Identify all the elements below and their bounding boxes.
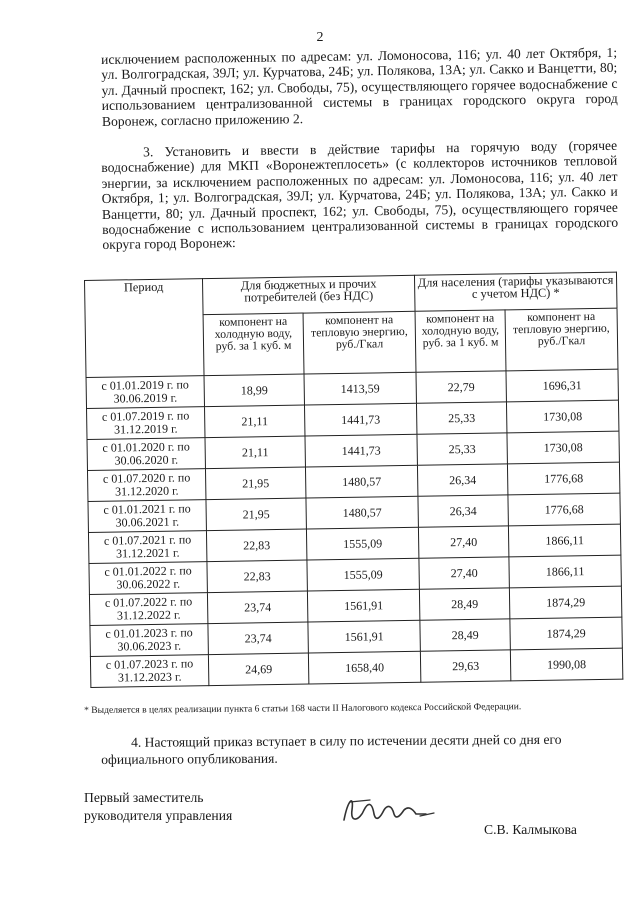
period-cell: с 01.01.2023 г. по 30.06.2023 г. <box>90 624 208 657</box>
budget-cold-value: 21,11 <box>205 436 305 469</box>
population-cold-value: 29,63 <box>420 650 510 682</box>
signatory-title-line1: Первый заместитель <box>84 790 204 805</box>
budget-heat-value: 1413,59 <box>304 372 416 405</box>
budget-heat-value: 1658,40 <box>308 651 420 684</box>
budget-heat-value: 1480,57 <box>305 465 417 498</box>
subheader-population-heat: компонент на тепловую энергию, руб./Гкал <box>505 308 618 371</box>
period-cell: с 01.07.2021 г. по 31.12.2021 г. <box>88 531 206 564</box>
budget-heat-value: 1441,73 <box>305 434 417 467</box>
population-cold-value: 28,49 <box>420 619 510 651</box>
handwritten-signature <box>330 780 450 840</box>
population-cold-value: 27,40 <box>419 557 509 589</box>
paragraph-4-text: 4. Настоящий приказ вступает в силу по истечении десяти дней со дня его официального опубликования. <box>101 731 562 767</box>
period-cell: с 01.07.2022 г. по 31.12.2022 г. <box>89 593 207 626</box>
tariff-table-wrapper <box>84 272 622 688</box>
budget-heat-value: 1441,73 <box>304 403 416 436</box>
header-population: Для населения (тарифы указываются с учетом НДС) * <box>414 272 617 311</box>
subheader-population-cold: компонент на холодную воду, руб. за 1 куб. м <box>415 310 506 372</box>
period-cell: с 01.07.2019 г. по 31.12.2019 г. <box>87 407 205 440</box>
tariff-table <box>84 272 623 688</box>
population-cold-value: 22,79 <box>416 371 506 403</box>
population-cold-value: 25,33 <box>416 402 506 434</box>
signatory-title-line2: руководителя управления <box>84 808 233 823</box>
budget-cold-value: 23,74 <box>207 591 307 624</box>
period-cell: с 01.07.2020 г. по 31.12.2020 г. <box>87 469 205 502</box>
budget-cold-value: 21,11 <box>205 405 305 438</box>
population-cold-value: 26,34 <box>417 464 507 496</box>
budget-cold-value: 18,99 <box>204 374 304 407</box>
page-number: 2 <box>316 30 324 45</box>
budget-cold-value: 23,74 <box>208 622 308 655</box>
population-heat-value: 1866,11 <box>509 555 621 588</box>
subheader-budget-heat: компонент на тепловую энергию, руб./Гкал <box>303 311 416 374</box>
population-heat-value: 1776,68 <box>508 493 620 526</box>
header-period: Период <box>85 279 205 378</box>
signatory-title <box>84 789 232 825</box>
signatory-name: С.В. Калмыкова <box>484 822 577 837</box>
population-heat-value: 1990,08 <box>510 648 622 681</box>
budget-cold-value: 21,95 <box>206 498 306 531</box>
population-cold-value: 28,49 <box>419 588 509 620</box>
budget-cold-value: 22,83 <box>206 529 306 562</box>
budget-heat-value: 1555,09 <box>307 558 419 591</box>
period-cell: с 01.01.2019 г. по 30.06.2019 г. <box>86 376 204 409</box>
subheader-budget-cold: компонент на холодную воду, руб. за 1 куб. м <box>203 313 304 376</box>
budget-heat-value: 1480,57 <box>306 496 418 529</box>
population-heat-value: 1730,08 <box>506 400 618 433</box>
population-cold-value: 25,33 <box>417 433 507 465</box>
population-heat-value: 1874,29 <box>509 586 621 619</box>
budget-cold-value: 24,69 <box>208 653 308 686</box>
budget-cold-value: 22,83 <box>207 560 307 593</box>
budget-heat-value: 1561,91 <box>308 620 420 653</box>
population-heat-value: 1730,08 <box>507 431 619 464</box>
paragraph-continued: исключением расположенных по адресам: ул. Ломоносова, 116; ул. 40 лет Октября, 1; ул. Волгоградская, 39Л; ул. Курчатова, 24Б; ул. Полякова, 13А; ул. Сакко и Ванцетти, 80; ул. Дачный проспект, 162; ул. Свободы, 75), осуществляющего горячее водоснабжение с использованием централизованной системы в границах городского округа город Воронеж, согласно приложению 2. <box>101 44 618 129</box>
period-cell: с 01.01.2020 г. по 30.06.2020 г. <box>87 438 205 471</box>
budget-heat-value: 1555,09 <box>306 527 418 560</box>
budget-cold-value: 21,95 <box>205 467 305 500</box>
population-heat-value: 1874,29 <box>510 617 622 650</box>
budget-heat-value: 1561,91 <box>307 589 419 622</box>
population-heat-value: 1696,31 <box>506 369 618 402</box>
population-cold-value: 26,34 <box>418 495 508 527</box>
period-cell: с 01.01.2021 г. по 30.06.2021 г. <box>88 500 206 533</box>
population-cold-value: 27,40 <box>418 526 508 558</box>
paragraph-3 <box>101 138 618 253</box>
period-cell: с 01.01.2022 г. по 30.06.2022 г. <box>89 562 207 595</box>
footnote: * Выделяется в целях реализации пункта 6 статьи 168 части II Налогового кодекса Российской Федерации. <box>84 701 522 716</box>
period-cell: с 01.07.2023 г. по 31.12.2023 г. <box>90 655 208 688</box>
population-heat-value: 1866,11 <box>508 524 620 557</box>
population-heat-value: 1776,68 <box>507 462 619 495</box>
paragraph-4 <box>101 730 606 768</box>
header-budget: Для бюджетных и прочих потребителей (без НДС) <box>202 275 415 314</box>
paragraph-3-text: 3. Установить и ввести в действие тарифы на горячую воду (горячее водоснабжение) для МКП «Воронежтеплосеть» (с коллекторов источников тепловой энергии, за исключением расположенных по адресам: ул. Ломоносова, 116; ул. 40 лет Октября, 1; ул. Волгоградская, 39Л; ул. Курчатова, 24Б; ул. Полякова, 13А; ул. Сакко и Ванцетти, 80; ул. Дачный проспект, 162; ул. Свободы, 75), осуществляющего горячее водоснабжение с использованием централизованной системы в границах городского округа город Воронеж: <box>101 137 619 253</box>
